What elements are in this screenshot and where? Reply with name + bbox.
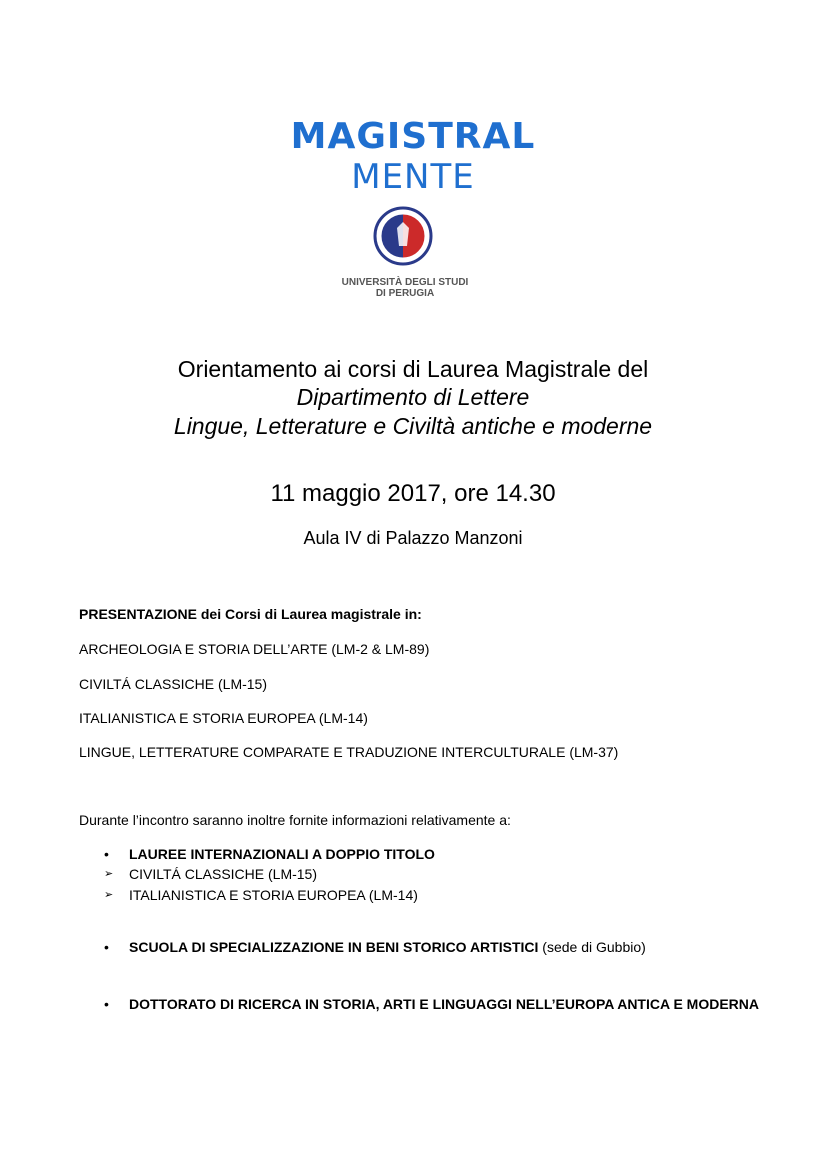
specialization-school-title: SCUOLA DI SPECIALIZZAZIONE IN BENI STORICO ARTISTICI [129, 939, 539, 955]
course-item: ITALIANISTICA E STORIA EUROPEA (LM-14) [79, 710, 368, 726]
sub-item: ITALIANISTICA E STORIA EUROPEA (LM-14) [129, 887, 418, 903]
course-item: CIVILTÁ CLASSICHE (LM-15) [79, 676, 268, 692]
event-date: 11 maggio 2017, ore 14.30 [270, 480, 556, 507]
info-item-specialization-school [129, 939, 646, 956]
arrow-bullet-icon: ➢ [104, 889, 114, 901]
bullet-icon: • [104, 846, 109, 862]
info-item-international-degrees: LAUREE INTERNAZIONALI A DOPPIO TITOLO [129, 846, 435, 862]
university-name-line2: DI PERUGIA [375, 288, 435, 299]
heading-line3: Lingue, Letterature e Civiltà antiche e moderne [173, 413, 653, 439]
bullet-icon: • [104, 996, 109, 1012]
course-item: ARCHEOLOGIA E STORIA DELL’ARTE (LM-2 & LM-89) [79, 641, 430, 657]
heading-line1: Orientamento ai corsi di Laurea Magistrale del [177, 356, 649, 382]
bullet-icon: • [104, 939, 109, 955]
presentation-title: PRESENTAZIONE dei Corsi di Laurea magistrale in: [79, 606, 422, 622]
logo-magistral: MAGISTRAL [290, 116, 536, 157]
university-name-line1: UNIVERSITÀ DEGLI STUDI [341, 277, 469, 288]
course-item: LINGUE, LETTERATURE COMPARATE E TRADUZIONE INTERCULTURALE (LM-37) [79, 744, 619, 760]
university-seal-icon [373, 206, 433, 266]
heading-line2: Dipartimento di Lettere [296, 384, 530, 410]
specialization-school-location: (sede di Gubbio) [538, 939, 646, 955]
logo-mente: MENTE [351, 157, 475, 197]
sub-item: CIVILTÁ CLASSICHE (LM-15) [129, 866, 318, 882]
info-item-doctorate: DOTTORATO DI RICERCA IN STORIA, ARTI E LINGUAGGI NELL’EUROPA ANTICA E MODERNA [129, 996, 760, 1012]
arrow-bullet-icon: ➢ [104, 868, 114, 880]
event-place: Aula IV di Palazzo Manzoni [303, 528, 523, 548]
info-intro: Durante l’incontro saranno inoltre fornite informazioni relativamente a: [79, 812, 511, 828]
